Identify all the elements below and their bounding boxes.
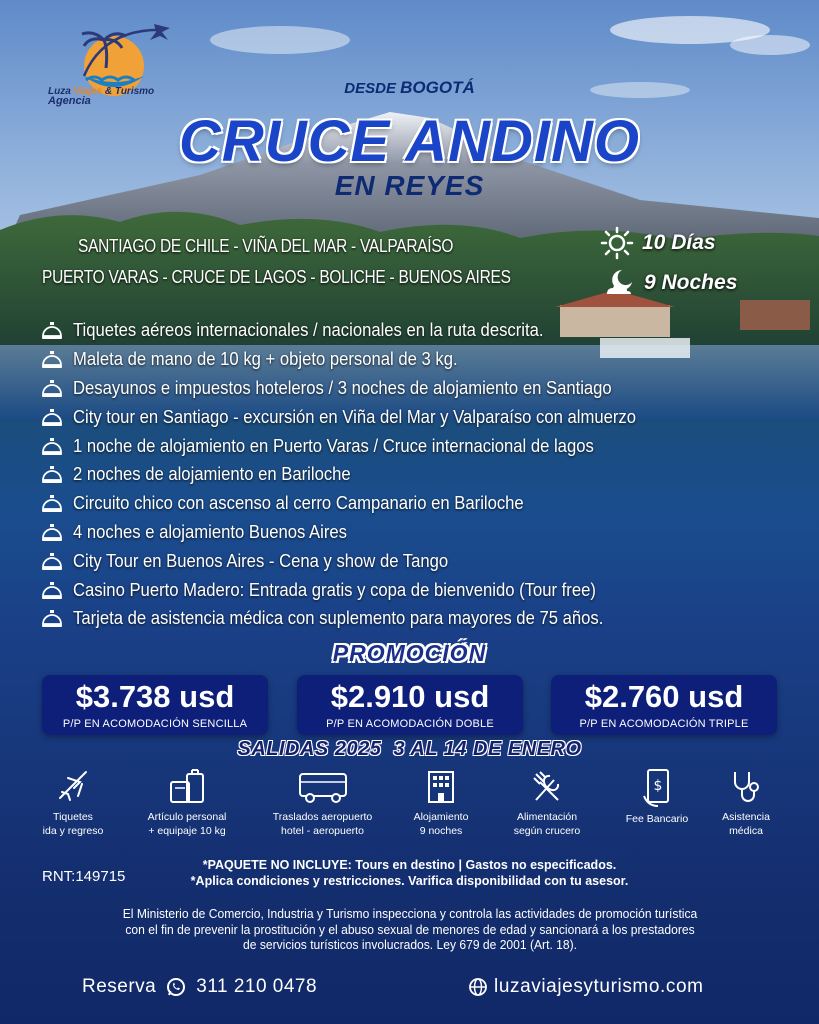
rnt-number: RNT:149715: [42, 868, 126, 885]
list-item: 4 noches e alojamiento Buenos Aires: [40, 518, 699, 547]
feature-meals: Alimentación según crucero: [500, 768, 594, 838]
nights-label: 9 Noches: [644, 271, 738, 294]
bellhop-icon: [40, 606, 64, 630]
list-item: Circuito chico con ascenso al cerro Campanario en Bariloche: [40, 489, 699, 518]
price-card-triple: [551, 675, 777, 735]
route-line-2: PUERTO VARAS - CRUCE DE LAGOS - BOLICHE - BUENOS AIRES: [42, 267, 511, 287]
list-item: Tarjeta de asistencia médica con suplemento para mayores de 75 años.: [40, 604, 699, 633]
bellhop-icon: [40, 347, 64, 371]
page-subtitle: EN REYES: [334, 170, 485, 201]
promo-heading: PROMOCIÓN: [332, 640, 487, 666]
globe-icon: [468, 977, 488, 997]
list-item: Maleta de mano de 10 kg + objeto personal de 3 kg.: [40, 345, 699, 374]
sun-icon: [600, 226, 634, 260]
svg-text:$: $: [653, 778, 663, 794]
list-item: City tour en Santiago - excursión en Viña del Mar y Valparaíso con almuerzo: [40, 402, 699, 431]
bellhop-icon: [40, 549, 64, 573]
price-caption: P/P EN ACOMODACIÓN TRIPLE: [579, 718, 749, 730]
bellhop-icon: [40, 434, 64, 458]
legal-notice: El Ministerio de Comercio, Industria y Turismo inspecciona y controla las actividades de promoción turística con el fin de prevenir la prostitución y el abuso sexual de menores de edad y sancionará a los prestadores de servicios turísticos involucrados. Ley 679 de 2001 (Art. 18).: [122, 906, 698, 952]
whatsapp-icon: [166, 977, 186, 997]
feature-lodging: Alojamiento 9 noches: [400, 768, 482, 838]
bellhop-icon: [40, 520, 64, 544]
luggage-icon: [167, 768, 207, 806]
note-not-included: *PAQUETE NO INCLUYE: Tours en destino | Gastos no especificados.: [202, 858, 617, 872]
departures: [0, 738, 819, 761]
bellhop-icon: [40, 578, 64, 602]
includes-list: [40, 316, 699, 633]
list-item: Desayunos e impuestos hoteleros / 3 noches de alojamiento en Santiago: [40, 374, 699, 403]
bellhop-icon: [40, 376, 64, 400]
bus-icon: [297, 768, 349, 806]
package-notes: [0, 857, 819, 889]
bellhop-icon: [40, 462, 64, 486]
feature-medical: Asistencia médica: [710, 768, 782, 838]
desde-label: DESDE: [344, 80, 396, 97]
features-row: [28, 768, 798, 848]
departures-label: SALIDAS 2025: [237, 738, 382, 760]
bellhop-icon: [40, 318, 64, 342]
logo-brand: Luza: [48, 86, 71, 97]
price-value: $3.738 usd: [75, 679, 235, 714]
price-value: $2.910 usd: [330, 679, 490, 714]
list-item: Tiquetes aéreos internacionales / nacionales en la ruta descrita.: [40, 316, 699, 345]
logo-name-rest: & Turismo: [104, 86, 155, 97]
route-line-1: SANTIAGO DE CHILE - VIÑA DEL MAR - VALPARAÍSO: [78, 236, 454, 256]
reservation-contact: [82, 976, 317, 998]
bellhop-icon: [40, 491, 64, 515]
duration-nights: [602, 266, 737, 300]
list-item: City Tour en Buenos Aires - Cena y show de Tango: [40, 546, 699, 575]
list-item: 2 noches de alojamiento en Bariloche: [40, 460, 699, 489]
reserva-label: Reserva: [82, 976, 157, 997]
desde-city: BOGOTÁ: [400, 78, 475, 97]
list-item: Casino Puerto Madero: Entrada gratis y copa de bienvenido (Tour free): [40, 575, 699, 604]
logo-sub: Agencia: [48, 95, 91, 107]
price-card-double: [297, 675, 523, 735]
airplane-icon: [54, 768, 92, 806]
bank-fee-icon: [638, 768, 676, 808]
duration-days: [600, 226, 716, 260]
cutlery-icon: [528, 768, 566, 806]
list-item: 1 noche de alojamiento en Puerto Varas / Cruce internacional de lagos: [40, 431, 699, 460]
price-caption: P/P EN ACOMODACIÓN DOBLE: [326, 718, 494, 730]
bellhop-icon: [40, 405, 64, 429]
stethoscope-icon: [727, 768, 765, 806]
website-link[interactable]: [468, 976, 704, 998]
feature-flights: Tiquetes ida y regreso: [28, 768, 118, 838]
moon-cloud-icon: [602, 266, 636, 300]
days-label: 10 Días: [642, 231, 716, 254]
feature-luggage: Artículo personal + equipaje 10 kg: [132, 768, 242, 838]
price-card-single: [42, 675, 268, 735]
feature-transfers: Traslados aeropuerto hotel - aeropuerto: [260, 768, 385, 838]
hotel-icon: [422, 768, 460, 806]
feature-bank-fee: $ Fee Bancario: [616, 768, 698, 826]
departures-dates: 3 AL 14 DE ENERO: [393, 738, 582, 760]
origin-label: [0, 78, 819, 98]
page-title: CRUCE ANDINO: [179, 109, 640, 174]
note-conditions: *Aplica condiciones y restricciones. Varifica disponibilidad con tu asesor.: [190, 874, 629, 888]
price-value: $2.760 usd: [584, 679, 744, 714]
logo-name-accent: Viajes: [73, 86, 103, 97]
website-url[interactable]: luzaviajesyturismo.com: [494, 976, 704, 997]
price-caption: P/P EN ACOMODACIÓN SENCILLA: [62, 718, 248, 730]
phone-number[interactable]: 311 210 0478: [196, 976, 318, 997]
